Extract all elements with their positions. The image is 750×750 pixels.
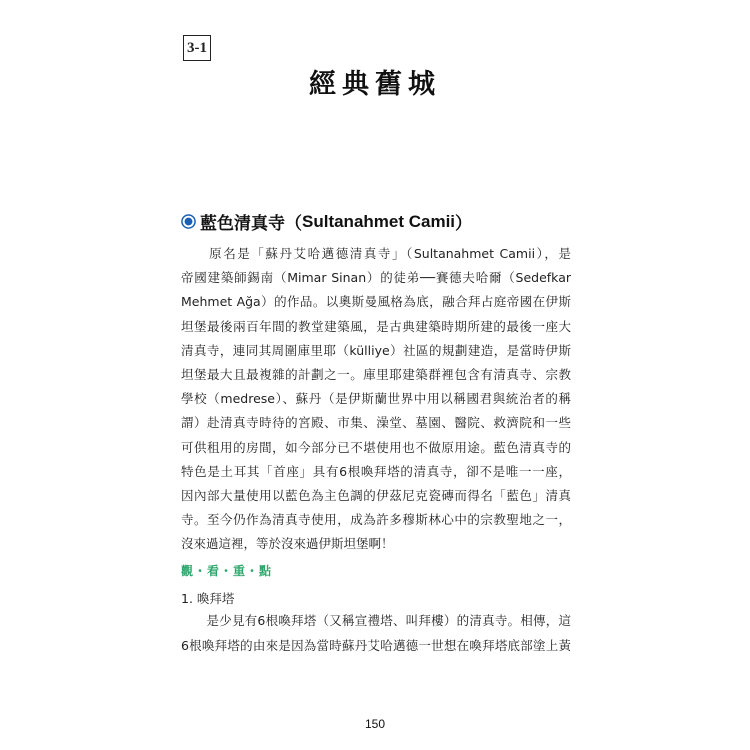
section-title-text: 藍色清真寺（ bbox=[200, 214, 302, 234]
body-line: 帝國建築師錫南（Mimar Sinan）的徒弟──賽德夫哈爾（Sedefkar bbox=[181, 270, 571, 286]
section-title-latin: Sultanahmet Camii bbox=[302, 211, 456, 231]
body-line: 原名是「蘇丹艾哈邁德清真寺」（Sultanahmet Camii），是 bbox=[181, 246, 571, 261]
body-paragraph bbox=[181, 242, 571, 557]
body-line: 謂）赴清真寺時待的宮殿、市集、澡堂、墓園、醫院、救濟院和一些 bbox=[181, 415, 571, 431]
item-line: 6根喚拜塔的由來是因為當時蘇丹艾哈邁德一世想在喚拜塔底部塗上黃 bbox=[181, 638, 571, 653]
body-line: 可供租用的房間，如今部分已不堪使用也不做原用途。藍色清真寺的 bbox=[181, 439, 571, 455]
body-line: 因內部大量使用以藍色為主色調的伊茲尼克瓷磚而得名「藍色」清真 bbox=[181, 488, 571, 504]
body-line: Mehmet Ağa）的作品。以奧斯曼風格為底，融合拜占庭帝國在伊斯 bbox=[181, 294, 571, 310]
highlights-heading: 觀・看・重・點 bbox=[181, 564, 273, 578]
chapter-number: 3-1 bbox=[183, 35, 211, 61]
body-line: 學校（medrese）、蘇丹（是伊斯蘭世界中用以稱國君與統治者的稱 bbox=[181, 391, 571, 407]
body-line: 寺。至今仍作為清真寺使用，成為許多穆斯林心中的宗教聖地之一， bbox=[181, 512, 571, 528]
body-line: 坦堡最後兩百年間的教堂建築風，是古典建築時期所建的最後一座大 bbox=[181, 318, 571, 334]
item-heading: 1. 喚拜塔 bbox=[181, 591, 235, 606]
page-number: 150 bbox=[364, 717, 386, 731]
body-line: 沒來過這裡，等於沒來過伊斯坦堡啊！ bbox=[181, 536, 394, 552]
item-paragraph bbox=[181, 608, 571, 658]
body-line: 特色是土耳其「首座」具有6根喚拜塔的清真寺，卻不是唯一一座， bbox=[181, 463, 571, 479]
item-line: 是少見有6根喚拜塔（又稱宣禮塔、叫拜樓）的清真寺。相傳，這 bbox=[181, 613, 571, 628]
page-title: 經典舊城 bbox=[309, 69, 441, 100]
section-title-close: ） bbox=[455, 214, 473, 234]
body-line: 坦堡最大且最複雜的計劃之一。庫里耶建築群裡包含有清真寺、宗教 bbox=[181, 367, 571, 383]
section-title bbox=[181, 209, 472, 234]
circle-bullet-icon bbox=[181, 214, 196, 229]
body-line: 清真寺，連同其周圍庫里耶（külliye）社區的規劃建造，是當時伊斯 bbox=[181, 342, 571, 358]
